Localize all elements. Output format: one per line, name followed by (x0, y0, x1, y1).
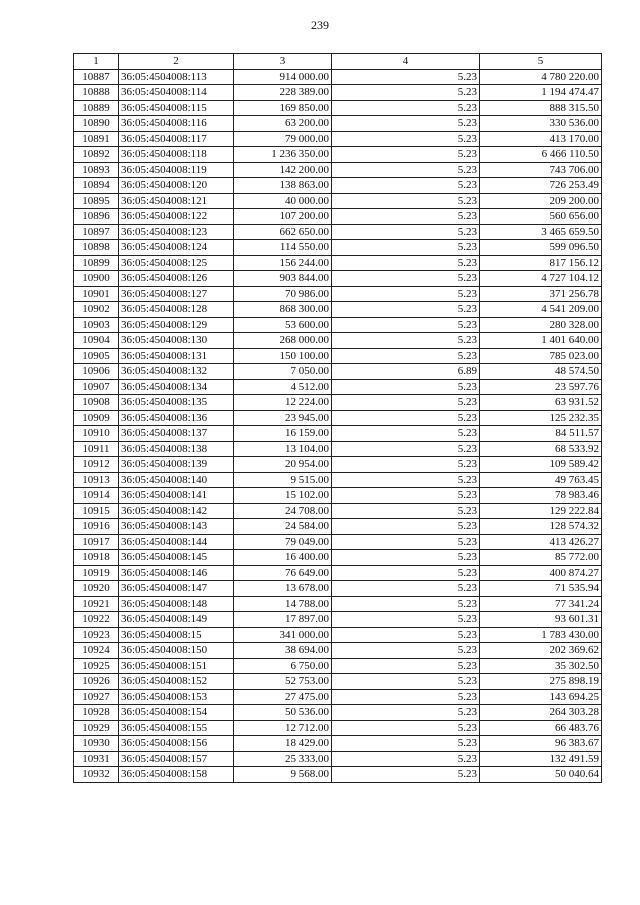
area-cell: 9 568.00 (234, 767, 332, 783)
table-row (74, 534, 602, 550)
value-cell: 280 328.00 (480, 317, 602, 333)
row-number-cell: 10893 (74, 162, 119, 178)
area-cell: 341 000.00 (234, 627, 332, 643)
area-cell: 20 954.00 (234, 457, 332, 473)
value-cell: 109 589.42 (480, 457, 602, 473)
row-number-cell: 10900 (74, 271, 119, 287)
cadastral-number-cell: 36:05:4504008:118 (119, 147, 234, 163)
area-cell: 76 649.00 (234, 565, 332, 581)
cadastral-number-cell: 36:05:4504008:151 (119, 658, 234, 674)
row-number-cell: 10905 (74, 348, 119, 364)
value-cell: 330 536.00 (480, 116, 602, 132)
row-number-cell: 10931 (74, 751, 119, 767)
row-number-cell: 10924 (74, 643, 119, 659)
rate-cell: 5.23 (332, 131, 480, 147)
cadastral-number-cell: 36:05:4504008:130 (119, 333, 234, 349)
table-row (74, 441, 602, 457)
table-row (74, 767, 602, 783)
value-cell: 371 256.78 (480, 286, 602, 302)
rate-cell: 5.23 (332, 271, 480, 287)
rate-cell: 5.23 (332, 379, 480, 395)
rate-cell: 5.23 (332, 736, 480, 752)
area-cell: 228 389.00 (234, 85, 332, 101)
column-header-5: 5 (480, 54, 602, 70)
value-cell: 4 780 220.00 (480, 69, 602, 85)
value-cell: 413 426.27 (480, 534, 602, 550)
rate-cell: 5.23 (332, 767, 480, 783)
value-cell: 3 465 659.50 (480, 224, 602, 240)
rate-cell: 5.23 (332, 193, 480, 209)
value-cell: 48 574.50 (480, 364, 602, 380)
row-number-cell: 10911 (74, 441, 119, 457)
value-cell: 888 315.50 (480, 100, 602, 116)
row-number-cell: 10895 (74, 193, 119, 209)
area-cell: 23 945.00 (234, 410, 332, 426)
cadastral-number-cell: 36:05:4504008:139 (119, 457, 234, 473)
cadastral-number-cell: 36:05:4504008:132 (119, 364, 234, 380)
row-number-cell: 10897 (74, 224, 119, 240)
area-cell: 107 200.00 (234, 209, 332, 225)
value-cell: 71 535.94 (480, 581, 602, 597)
cadastral-number-cell: 36:05:4504008:128 (119, 302, 234, 318)
value-cell: 6 466 110.50 (480, 147, 602, 163)
table-row (74, 457, 602, 473)
area-cell: 868 300.00 (234, 302, 332, 318)
area-cell: 12 712.00 (234, 720, 332, 736)
row-number-cell: 10887 (74, 69, 119, 85)
cadastral-number-cell: 36:05:4504008:147 (119, 581, 234, 597)
cadastral-number-cell: 36:05:4504008:125 (119, 255, 234, 271)
header-row (74, 54, 602, 70)
table-row (74, 627, 602, 643)
rate-cell: 5.23 (332, 116, 480, 132)
row-number-cell: 10927 (74, 689, 119, 705)
data-table (73, 53, 602, 783)
area-cell: 114 550.00 (234, 240, 332, 256)
value-cell: 128 574.32 (480, 519, 602, 535)
cadastral-number-cell: 36:05:4504008:15 (119, 627, 234, 643)
cadastral-number-cell: 36:05:4504008:140 (119, 472, 234, 488)
cadastral-number-cell: 36:05:4504008:126 (119, 271, 234, 287)
area-cell: 9 515.00 (234, 472, 332, 488)
row-number-cell: 10926 (74, 674, 119, 690)
table-row (74, 643, 602, 659)
rate-cell: 5.23 (332, 162, 480, 178)
area-cell: 52 753.00 (234, 674, 332, 690)
cadastral-number-cell: 36:05:4504008:115 (119, 100, 234, 116)
table-row (74, 612, 602, 628)
area-cell: 18 429.00 (234, 736, 332, 752)
rate-cell: 5.23 (332, 457, 480, 473)
rate-cell: 5.23 (332, 612, 480, 628)
rate-cell: 5.23 (332, 658, 480, 674)
area-cell: 63 200.00 (234, 116, 332, 132)
area-cell: 79 049.00 (234, 534, 332, 550)
area-cell: 7 050.00 (234, 364, 332, 380)
cadastral-number-cell: 36:05:4504008:152 (119, 674, 234, 690)
row-number-cell: 10909 (74, 410, 119, 426)
value-cell: 599 096.50 (480, 240, 602, 256)
table-row (74, 255, 602, 271)
value-cell: 132 491.59 (480, 751, 602, 767)
area-cell: 138 863.00 (234, 178, 332, 194)
cadastral-number-cell: 36:05:4504008:137 (119, 426, 234, 442)
area-cell: 13 104.00 (234, 441, 332, 457)
value-cell: 264 303.28 (480, 705, 602, 721)
cadastral-number-cell: 36:05:4504008:148 (119, 596, 234, 612)
value-cell: 4 727 104.12 (480, 271, 602, 287)
area-cell: 914 000.00 (234, 69, 332, 85)
cadastral-number-cell: 36:05:4504008:119 (119, 162, 234, 178)
page-number: 239 (311, 18, 329, 32)
table-row (74, 193, 602, 209)
value-cell: 143 694.25 (480, 689, 602, 705)
value-cell: 202 369.62 (480, 643, 602, 659)
row-number-cell: 10913 (74, 472, 119, 488)
area-cell: 156 244.00 (234, 255, 332, 271)
rate-cell: 5.23 (332, 100, 480, 116)
cadastral-number-cell: 36:05:4504008:134 (119, 379, 234, 395)
value-cell: 1 401 640.00 (480, 333, 602, 349)
row-number-cell: 10906 (74, 364, 119, 380)
cadastral-number-cell: 36:05:4504008:121 (119, 193, 234, 209)
row-number-cell: 10907 (74, 379, 119, 395)
row-number-cell: 10888 (74, 85, 119, 101)
table-body (74, 69, 602, 782)
row-number-cell: 10922 (74, 612, 119, 628)
table-row (74, 317, 602, 333)
cadastral-number-cell: 36:05:4504008:127 (119, 286, 234, 302)
table-row (74, 581, 602, 597)
area-cell: 38 694.00 (234, 643, 332, 659)
cadastral-number-cell: 36:05:4504008:143 (119, 519, 234, 535)
value-cell: 1 783 430.00 (480, 627, 602, 643)
value-cell: 1 194 474.47 (480, 85, 602, 101)
row-number-cell: 10896 (74, 209, 119, 225)
cadastral-number-cell: 36:05:4504008:117 (119, 131, 234, 147)
table-row (74, 395, 602, 411)
rate-cell: 5.23 (332, 519, 480, 535)
rate-cell: 5.23 (332, 317, 480, 333)
row-number-cell: 10894 (74, 178, 119, 194)
rate-cell: 5.23 (332, 147, 480, 163)
row-number-cell: 10914 (74, 488, 119, 504)
row-number-cell: 10901 (74, 286, 119, 302)
area-cell: 12 224.00 (234, 395, 332, 411)
area-cell: 150 100.00 (234, 348, 332, 364)
value-cell: 817 156.12 (480, 255, 602, 271)
value-cell: 400 874.27 (480, 565, 602, 581)
cadastral-number-cell: 36:05:4504008:155 (119, 720, 234, 736)
area-cell: 142 200.00 (234, 162, 332, 178)
area-cell: 903 844.00 (234, 271, 332, 287)
rate-cell: 5.23 (332, 178, 480, 194)
cadastral-number-cell: 36:05:4504008:141 (119, 488, 234, 504)
table-row (74, 410, 602, 426)
table-row (74, 565, 602, 581)
table-row (74, 116, 602, 132)
rate-cell: 5.23 (332, 224, 480, 240)
cadastral-number-cell: 36:05:4504008:154 (119, 705, 234, 721)
table-row (74, 379, 602, 395)
cadastral-number-cell: 36:05:4504008:114 (119, 85, 234, 101)
cadastral-number-cell: 36:05:4504008:150 (119, 643, 234, 659)
value-cell: 66 483.76 (480, 720, 602, 736)
rate-cell: 5.23 (332, 643, 480, 659)
value-cell: 93 601.31 (480, 612, 602, 628)
rate-cell: 5.23 (332, 286, 480, 302)
value-cell: 35 302.50 (480, 658, 602, 674)
cadastral-number-cell: 36:05:4504008:138 (119, 441, 234, 457)
area-cell: 24 708.00 (234, 503, 332, 519)
rate-cell: 5.23 (332, 69, 480, 85)
table-row (74, 364, 602, 380)
cadastral-number-cell: 36:05:4504008:122 (119, 209, 234, 225)
area-cell: 25 333.00 (234, 751, 332, 767)
table-row (74, 100, 602, 116)
rate-cell: 5.23 (332, 720, 480, 736)
cadastral-number-cell: 36:05:4504008:158 (119, 767, 234, 783)
column-header-4: 4 (332, 54, 480, 70)
rate-cell: 5.23 (332, 689, 480, 705)
table-row (74, 550, 602, 566)
area-cell: 6 750.00 (234, 658, 332, 674)
table-row (74, 689, 602, 705)
cadastral-number-cell: 36:05:4504008:146 (119, 565, 234, 581)
table-row (74, 736, 602, 752)
table-row (74, 224, 602, 240)
table-row (74, 240, 602, 256)
rate-cell: 6.89 (332, 364, 480, 380)
rate-cell: 5.23 (332, 395, 480, 411)
cadastral-number-cell: 36:05:4504008:144 (119, 534, 234, 550)
row-number-cell: 10903 (74, 317, 119, 333)
area-cell: 40 000.00 (234, 193, 332, 209)
rate-cell: 5.23 (332, 674, 480, 690)
table-row (74, 162, 602, 178)
value-cell: 96 383.67 (480, 736, 602, 752)
row-number-cell: 10904 (74, 333, 119, 349)
row-number-cell: 10921 (74, 596, 119, 612)
rate-cell: 5.23 (332, 596, 480, 612)
rate-cell: 5.23 (332, 255, 480, 271)
row-number-cell: 10917 (74, 534, 119, 550)
value-cell: 78 983.46 (480, 488, 602, 504)
value-cell: 413 170.00 (480, 131, 602, 147)
rate-cell: 5.23 (332, 534, 480, 550)
area-cell: 14 788.00 (234, 596, 332, 612)
table-row (74, 658, 602, 674)
rate-cell: 5.23 (332, 488, 480, 504)
table-row (74, 209, 602, 225)
row-number-cell: 10916 (74, 519, 119, 535)
cadastral-number-cell: 36:05:4504008:116 (119, 116, 234, 132)
value-cell: 84 511.57 (480, 426, 602, 442)
table-row (74, 426, 602, 442)
table-row (74, 271, 602, 287)
row-number-cell: 10910 (74, 426, 119, 442)
rate-cell: 5.23 (332, 209, 480, 225)
area-cell: 15 102.00 (234, 488, 332, 504)
value-cell: 50 040.64 (480, 767, 602, 783)
value-cell: 49 763.45 (480, 472, 602, 488)
area-cell: 27 475.00 (234, 689, 332, 705)
row-number-cell: 10902 (74, 302, 119, 318)
cadastral-number-cell: 36:05:4504008:149 (119, 612, 234, 628)
area-cell: 1 236 350.00 (234, 147, 332, 163)
area-cell: 4 512.00 (234, 379, 332, 395)
value-cell: 129 222.84 (480, 503, 602, 519)
row-number-cell: 10889 (74, 100, 119, 116)
rate-cell: 5.23 (332, 348, 480, 364)
value-cell: 4 541 209.00 (480, 302, 602, 318)
row-number-cell: 10908 (74, 395, 119, 411)
table-row (74, 69, 602, 85)
row-number-cell: 10912 (74, 457, 119, 473)
cadastral-number-cell: 36:05:4504008:135 (119, 395, 234, 411)
table-row (74, 333, 602, 349)
cadastral-number-cell: 36:05:4504008:113 (119, 69, 234, 85)
row-number-cell: 10929 (74, 720, 119, 736)
row-number-cell: 10928 (74, 705, 119, 721)
cadastral-number-cell: 36:05:4504008:156 (119, 736, 234, 752)
area-cell: 17 897.00 (234, 612, 332, 628)
table-row (74, 147, 602, 163)
rate-cell: 5.23 (332, 240, 480, 256)
column-header-2: 2 (119, 54, 234, 70)
value-cell: 23 597.76 (480, 379, 602, 395)
row-number-cell: 10925 (74, 658, 119, 674)
value-cell: 275 898.19 (480, 674, 602, 690)
area-cell: 662 650.00 (234, 224, 332, 240)
cadastral-number-cell: 36:05:4504008:157 (119, 751, 234, 767)
cadastral-number-cell: 36:05:4504008:142 (119, 503, 234, 519)
row-number-cell: 10930 (74, 736, 119, 752)
table-row (74, 131, 602, 147)
value-cell: 85 772.00 (480, 550, 602, 566)
row-number-cell: 10923 (74, 627, 119, 643)
rate-cell: 5.23 (332, 333, 480, 349)
table-row (74, 705, 602, 721)
row-number-cell: 10898 (74, 240, 119, 256)
row-number-cell: 10899 (74, 255, 119, 271)
table-row (74, 674, 602, 690)
cadastral-number-cell: 36:05:4504008:145 (119, 550, 234, 566)
rate-cell: 5.23 (332, 581, 480, 597)
cadastral-number-cell: 36:05:4504008:123 (119, 224, 234, 240)
table-row (74, 472, 602, 488)
area-cell: 13 678.00 (234, 581, 332, 597)
table-row (74, 286, 602, 302)
area-cell: 70 986.00 (234, 286, 332, 302)
row-number-cell: 10892 (74, 147, 119, 163)
value-cell: 209 200.00 (480, 193, 602, 209)
row-number-cell: 10919 (74, 565, 119, 581)
rate-cell: 5.23 (332, 85, 480, 101)
table-row (74, 302, 602, 318)
value-cell: 63 931.52 (480, 395, 602, 411)
table-row (74, 178, 602, 194)
rate-cell: 5.23 (332, 472, 480, 488)
rate-cell: 5.23 (332, 705, 480, 721)
table-row (74, 751, 602, 767)
cadastral-number-cell: 36:05:4504008:129 (119, 317, 234, 333)
row-number-cell: 10891 (74, 131, 119, 147)
table-row (74, 596, 602, 612)
column-header-1: 1 (74, 54, 119, 70)
column-header-3: 3 (234, 54, 332, 70)
table-row (74, 720, 602, 736)
row-number-cell: 10915 (74, 503, 119, 519)
row-number-cell: 10890 (74, 116, 119, 132)
row-number-cell: 10918 (74, 550, 119, 566)
row-number-cell: 10932 (74, 767, 119, 783)
rate-cell: 5.23 (332, 426, 480, 442)
rate-cell: 5.23 (332, 410, 480, 426)
cadastral-number-cell: 36:05:4504008:136 (119, 410, 234, 426)
table-row (74, 519, 602, 535)
rate-cell: 5.23 (332, 441, 480, 457)
table-row (74, 503, 602, 519)
rate-cell: 5.23 (332, 302, 480, 318)
area-cell: 169 850.00 (234, 100, 332, 116)
cadastral-number-cell: 36:05:4504008:153 (119, 689, 234, 705)
rate-cell: 5.23 (332, 565, 480, 581)
value-cell: 785 023.00 (480, 348, 602, 364)
table-row (74, 85, 602, 101)
table-row (74, 348, 602, 364)
value-cell: 726 253.49 (480, 178, 602, 194)
cadastral-number-cell: 36:05:4504008:124 (119, 240, 234, 256)
rate-cell: 5.23 (332, 751, 480, 767)
rate-cell: 5.23 (332, 503, 480, 519)
table-row (74, 488, 602, 504)
area-cell: 268 000.00 (234, 333, 332, 349)
row-number-cell: 10920 (74, 581, 119, 597)
value-cell: 125 232.35 (480, 410, 602, 426)
area-cell: 16 159.00 (234, 426, 332, 442)
rate-cell: 5.23 (332, 627, 480, 643)
cadastral-number-cell: 36:05:4504008:120 (119, 178, 234, 194)
area-cell: 24 584.00 (234, 519, 332, 535)
value-cell: 68 533.92 (480, 441, 602, 457)
area-cell: 16 400.00 (234, 550, 332, 566)
rate-cell: 5.23 (332, 550, 480, 566)
value-cell: 560 656.00 (480, 209, 602, 225)
cadastral-number-cell: 36:05:4504008:131 (119, 348, 234, 364)
value-cell: 77 341.24 (480, 596, 602, 612)
area-cell: 53 600.00 (234, 317, 332, 333)
value-cell: 743 706.00 (480, 162, 602, 178)
area-cell: 79 000.00 (234, 131, 332, 147)
area-cell: 50 536.00 (234, 705, 332, 721)
